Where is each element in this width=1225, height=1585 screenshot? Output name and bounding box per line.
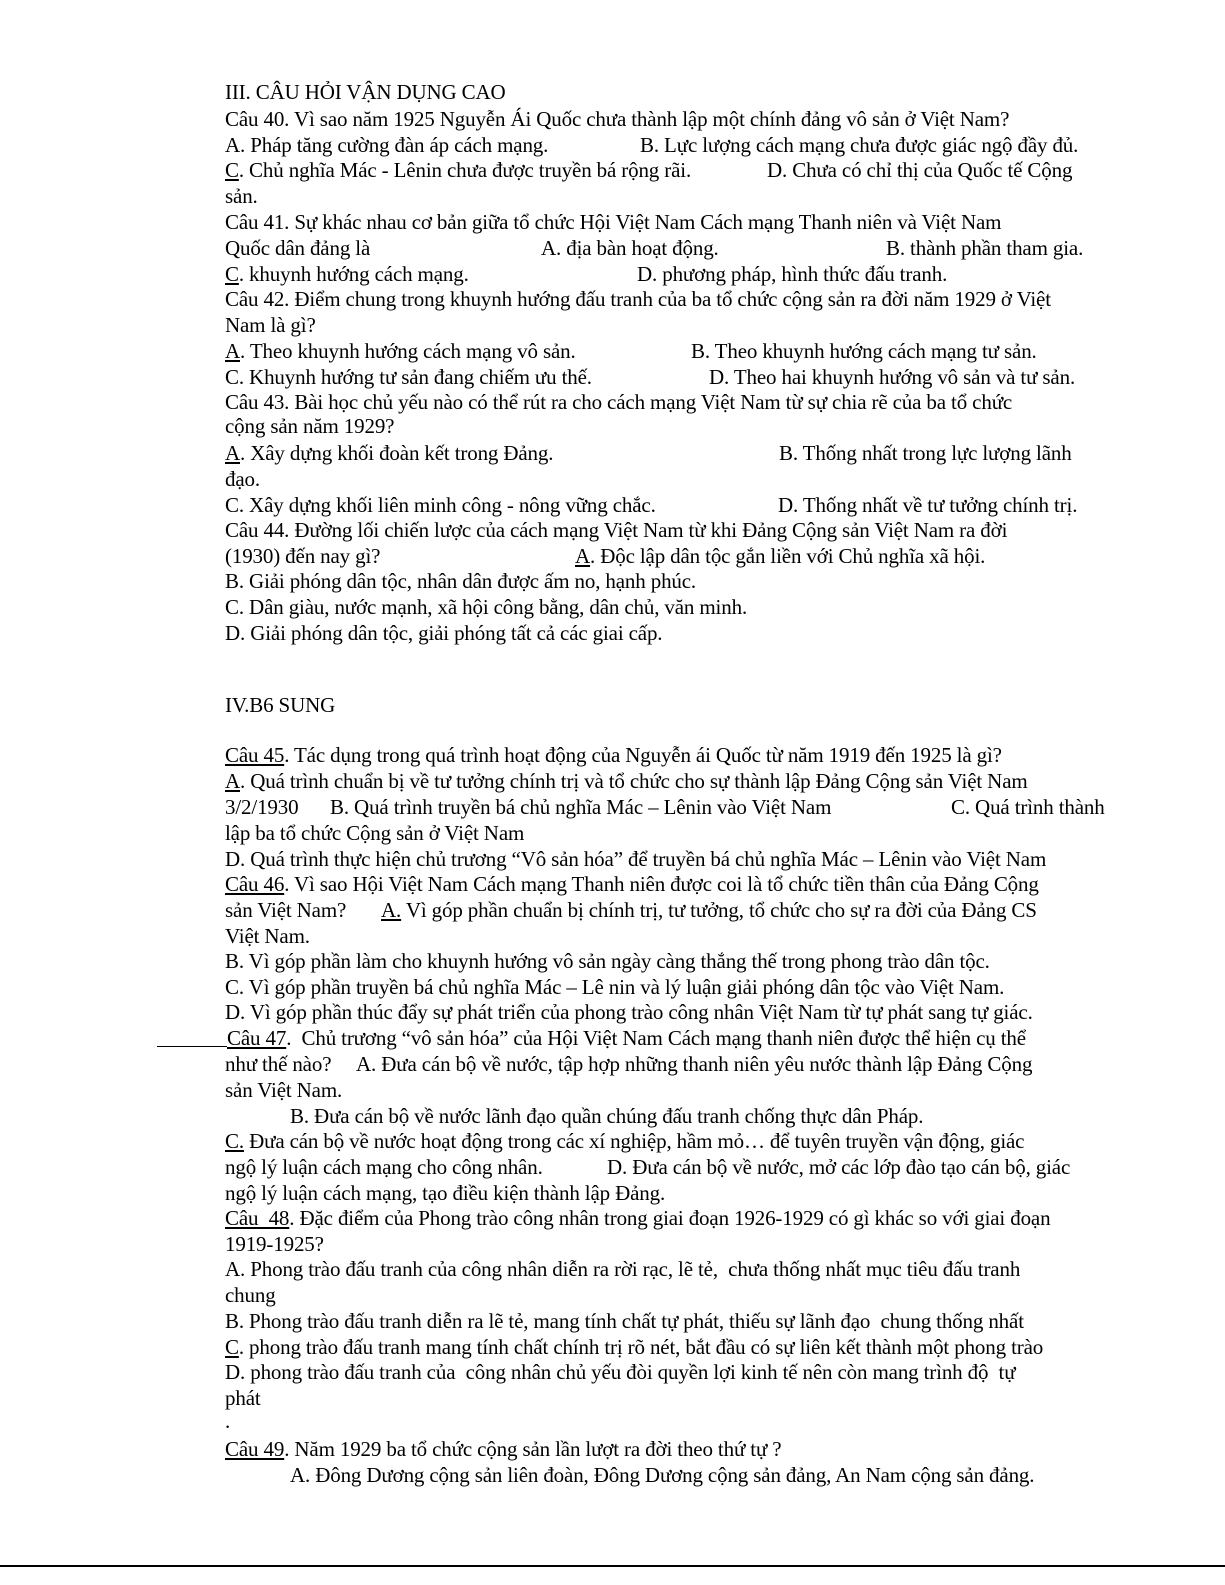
q47-stem-line2: như thế nào? xyxy=(225,1052,332,1076)
q48-trailing-dot: . xyxy=(225,1409,231,1433)
q45-option-a-cont: 3/2/1930 xyxy=(225,795,299,819)
q49-stem xyxy=(225,1436,781,1462)
q48-stem-text: . Đặc điểm của Phong trào công nhân trong giai đoạn 1926-1929 có gì khác so với giai đoạn xyxy=(289,1206,1051,1230)
q41-option-c xyxy=(225,261,469,287)
q40-stem: Câu 40. Vì sao năm 1925 Nguyễn Ái Quốc chưa thành lập một chính đảng vô sản ở Việt Nam? xyxy=(225,107,1010,131)
q46-answer-mark: A. xyxy=(381,898,402,922)
q43-stem-line2: cộng sản năm 1929? xyxy=(225,414,395,438)
q45-stem-text: . Tác dụng trong quá trình hoạt động của Nguyễn ái Quốc từ năm 1919 đến 1925 là gì? xyxy=(284,743,1002,767)
q48-label: Câu 48 xyxy=(225,1206,290,1230)
q48-option-c-text: . phong trào đấu tranh mang tính chất chính trị rõ nét, bắt đầu có sự liên kết thành một phong trào xyxy=(238,1335,1044,1359)
q43-option-d: D. Thống nhất về tư tưởng chính trị. xyxy=(778,493,1078,517)
q46-label: Câu 46 xyxy=(225,872,285,896)
q46-stem-line1 xyxy=(225,871,1039,897)
q46-stem-text: . Vì sao Hội Việt Nam Cách mạng Thanh niên được coi là tổ chức tiền thân của Đảng Cộng xyxy=(284,872,1039,896)
q42-option-c: C. Khuynh hướng tư sản đang chiếm ưu thế. xyxy=(225,365,592,389)
q40-option-b: B. Lực lượng cách mạng chưa được giác ngộ đầy đủ. xyxy=(640,133,1079,157)
q44-option-b: B. Giải phóng dân tộc, nhân dân được ấm no, hạnh phúc. xyxy=(225,569,697,593)
q41-stem-line1: Câu 41. Sự khác nhau cơ bản giữa tổ chức Hội Việt Nam Cách mạng Thanh niên và Việt Nam xyxy=(225,210,1002,234)
q41-option-c-text: . khuynh hướng cách mạng. xyxy=(238,262,469,286)
q43-option-b-cont: đạo. xyxy=(225,467,260,491)
q44-option-c: C. Dân giàu, nước mạnh, xã hội công bằng, dân chủ, văn minh. xyxy=(225,595,748,619)
q49-option-a: A. Đông Dương cộng sản liên đoàn, Đông Dương cộng sản đảng, An Nam cộng sản đảng. xyxy=(290,1463,1035,1487)
q48-option-a: A. Phong trào đấu tranh của công nhân diễn ra rời rạc, lẽ tẻ, chưa thống nhất mục tiêu đấu tranh xyxy=(225,1257,1021,1281)
q48-option-d-cont: phát xyxy=(225,1386,261,1410)
q44-answer-mark: A xyxy=(575,544,591,568)
q42-option-d: D. Theo hai khuynh hướng vô sản và tư sản. xyxy=(709,365,1076,389)
q43-option-a xyxy=(225,440,553,466)
q40-answer-mark: C xyxy=(225,158,239,182)
q40-option-a: A. Pháp tăng cường đàn áp cách mạng. xyxy=(225,133,549,157)
q48-option-b: B. Phong trào đấu tranh diễn ra lẽ tẻ, mang tính chất tự phát, thiếu sự lãnh đạo chung thống nhất xyxy=(225,1309,1024,1333)
q44-stem-line2: (1930) đến nay gì? xyxy=(225,544,381,568)
q45-option-c-cont: lập ba tổ chức Cộng sản ở Việt Nam xyxy=(225,821,525,845)
q47-option-d: D. Đưa cán bộ về nước, mở các lớp đào tạo cán bộ, giác xyxy=(607,1155,1071,1179)
q47-option-c-text: Đưa cán bộ về nước hoạt động trong các xí nghiệp, hầm mỏ… để tuyên truyền vận động, giác xyxy=(243,1129,1025,1153)
q45-option-a-text: . Quá trình chuẩn bị về tư tưởng chính trị và tổ chức cho sự thành lập Đảng Cộng sản Việt Nam xyxy=(240,769,1028,793)
q42-answer-mark: A xyxy=(225,339,241,363)
q45-stem xyxy=(225,742,1002,768)
q42-option-a xyxy=(225,338,576,364)
section-heading-4: IV.B6 SUNG xyxy=(225,693,336,717)
q47-stem-text: . Chủ trương “vô sản hóa” của Hội Việt Nam Cách mạng thanh niên được thể hiện cụ thể xyxy=(286,1026,1026,1050)
q47-answer-mark: C. xyxy=(225,1129,244,1153)
page-bottom-rule xyxy=(0,1565,1225,1567)
q44-option-d: D. Giải phóng dân tộc, giải phóng tất cả các giai cấp. xyxy=(225,621,663,645)
q48-option-c xyxy=(225,1334,1043,1360)
q45-option-d: D. Quá trình thực hiện chủ trương “Vô sản hóa” để truyền bá chủ nghĩa Mác – Lênin vào Việt Nam xyxy=(225,847,1047,871)
q46-option-d: D. Vì góp phần thúc đẩy sự phát triển của phong trào công nhân Việt Nam từ tự phát sang tự giác. xyxy=(225,1000,1033,1024)
q48-option-d: D. phong trào đấu tranh của công nhân chủ yếu đòi quyền lợi kinh tế nên còn mang trình độ tự xyxy=(225,1360,1016,1384)
q46-option-a-cont: Việt Nam. xyxy=(225,924,310,948)
q43-stem-line1: Câu 43. Bài học chủ yếu nào có thể rút ra cho cách mạng Việt Nam từ sự chia rẽ của ba tổ chức xyxy=(225,390,1013,414)
q42-option-b: B. Theo khuynh hướng cách mạng tư sản. xyxy=(691,339,1037,363)
q48-option-a-cont: chung xyxy=(225,1283,276,1307)
q45-option-b: B. Quá trình truyền bá chủ nghĩa Mác – Lênin vào Việt Nam xyxy=(330,795,832,819)
q48-stem-line1 xyxy=(225,1205,1050,1231)
q46-stem-line2: sản Việt Nam? xyxy=(225,898,347,922)
section-heading-3: III. CÂU HỎI VẬN DỤNG CAO xyxy=(225,80,506,104)
q43-option-a-text: . Xây dựng khối đoàn kết trong Đảng. xyxy=(240,441,554,465)
q41-option-b: B. thành phần tham gia. xyxy=(886,236,1084,260)
divider-line xyxy=(157,1046,227,1047)
q47-label: Câu 47 xyxy=(227,1026,287,1050)
q44-stem-line1: Câu 44. Đường lối chiến lược của cách mạng Việt Nam từ khi Đảng Cộng sản Việt Nam ra đời xyxy=(225,518,1008,542)
q47-option-a-cont: sản Việt Nam. xyxy=(225,1078,343,1102)
q49-label: Câu 49 xyxy=(225,1437,285,1461)
q44-option-a xyxy=(575,543,985,569)
q45-option-a xyxy=(225,768,1028,794)
q41-answer-mark: C xyxy=(225,262,239,286)
q45-option-c: C. Quá trình thành xyxy=(951,795,1105,819)
q47-option-d-cont: ngộ lý luận cách mạng, tạo điều kiện thành lập Đảng. xyxy=(225,1181,666,1205)
q46-option-c: C. Vì góp phần truyền bá chủ nghĩa Mác – Lê nin và lý luận giải phóng dân tộc vào Việt Nam. xyxy=(225,975,1005,999)
q43-answer-mark: A xyxy=(225,441,241,465)
q47-option-a: A. Đưa cán bộ về nước, tập hợp những thanh niên yêu nước thành lập Đảng Cộng xyxy=(356,1052,1033,1076)
q41-option-a: A. địa bàn hoạt động. xyxy=(541,236,719,260)
q46-option-b: B. Vì góp phần làm cho khuynh hướng vô sản ngày càng thắng thế trong phong trào dân tộc. xyxy=(225,949,990,973)
q41-stem-line2: Quốc dân đảng là xyxy=(225,236,371,260)
q42-stem-line1: Câu 42. Điểm chung trong khuynh hướng đấu tranh của ba tổ chức cộng sản ra đời năm 1929 ở Việt xyxy=(225,287,1051,311)
q48-stem-line2: 1919-1925? xyxy=(225,1232,324,1256)
q49-stem-text: . Năm 1929 ba tổ chức cộng sản lần lượt ra đời theo thứ tự ? xyxy=(284,1437,782,1461)
q47-option-c-cont: ngộ lý luận cách mạng cho công nhân. xyxy=(225,1155,543,1179)
q43-option-c: C. Xây dựng khối liên minh công - nông vững chắc. xyxy=(225,493,656,517)
q44-option-a-text: . Độc lập dân tộc gắn liền với Chủ nghĩa xã hội. xyxy=(590,544,986,568)
q46-option-a xyxy=(381,897,1037,923)
q40-option-c xyxy=(225,157,691,183)
q40-option-d: D. Chưa có chỉ thị của Quốc tế Cộng xyxy=(767,158,1073,182)
q47-option-c xyxy=(225,1128,1024,1154)
q40-option-c-text: . Chủ nghĩa Mác - Lênin chưa được truyền bá rộng rãi. xyxy=(238,158,692,182)
q47-stem-line1 xyxy=(227,1025,1026,1051)
q47-option-b: B. Đưa cán bộ về nước lãnh đạo quần chúng đấu tranh chống thực dân Pháp. xyxy=(290,1104,924,1128)
q40-option-d-cont: sản. xyxy=(225,184,258,208)
q48-answer-mark: C xyxy=(225,1335,239,1359)
q43-option-b: B. Thống nhất trong lực lượng lãnh xyxy=(779,441,1072,465)
q42-stem-line2: Nam là gì? xyxy=(225,313,316,337)
q41-option-d: D. phương pháp, hình thức đấu tranh. xyxy=(637,262,948,286)
q45-label: Câu 45 xyxy=(225,743,285,767)
q45-answer-mark: A xyxy=(225,769,241,793)
q46-option-a-text: Vì góp phần chuẩn bị chính trị, tư tưởng, tổ chức cho sự ra đời của Đảng CS xyxy=(401,898,1037,922)
q42-option-a-text: . Theo khuynh hướng cách mạng vô sản. xyxy=(240,339,576,363)
